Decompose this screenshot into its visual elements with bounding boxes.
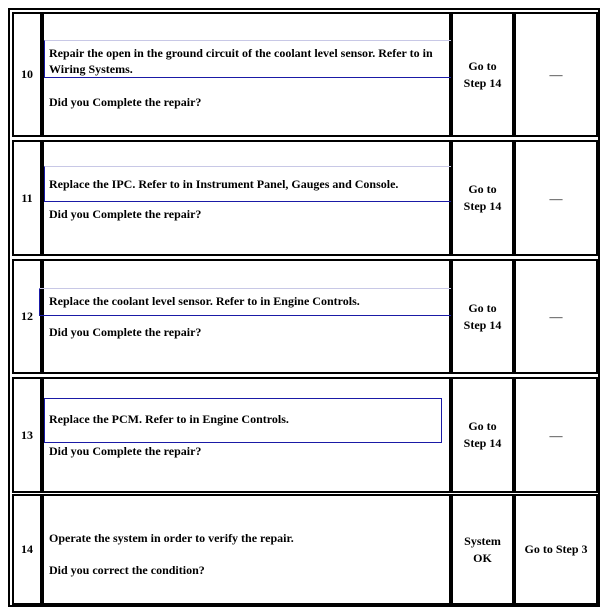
question-text: Did you Complete the repair? — [49, 207, 202, 221]
step-number-cell — [12, 12, 42, 137]
no-cell — [514, 259, 598, 374]
step-number-cell — [12, 377, 42, 493]
step-number-cell — [12, 259, 42, 374]
action-cell — [42, 12, 451, 137]
step-number: 11 — [21, 190, 33, 205]
question-text: Did you Complete the repair? — [49, 95, 202, 109]
yes-cell — [451, 12, 514, 137]
yes-cell — [451, 140, 514, 256]
step-number: 13 — [21, 427, 33, 442]
no-result: — — [549, 190, 563, 206]
step-number: 12 — [21, 309, 33, 323]
no-cell — [514, 377, 598, 493]
yes-cell — [451, 377, 514, 493]
action-cell — [42, 377, 451, 493]
system-ok-result: System OK — [464, 533, 501, 565]
no-cell — [514, 140, 598, 256]
action-text: Replace the PCM. Refer to in Engine Controls. — [49, 412, 289, 426]
no-link[interactable]: Go to Step 3 — [524, 542, 588, 556]
action-cell — [42, 494, 451, 605]
step-number-cell — [12, 140, 42, 256]
yes-link[interactable]: Go to Step 14 — [463, 419, 502, 450]
action-text: Replace the coolant level sensor. Refer to in Engine Controls. — [49, 294, 360, 308]
action-cell — [42, 140, 451, 256]
action-text: Replace the IPC. Refer to in Instrument Panel, Gauges and Console. — [49, 177, 399, 191]
yes-link[interactable]: Go to Step 14 — [463, 300, 502, 332]
no-result: — — [549, 427, 563, 443]
no-result: — — [549, 67, 563, 82]
no-cell — [514, 494, 598, 605]
action-cell — [42, 259, 451, 374]
step-number: 10 — [21, 67, 33, 81]
step-number: 14 — [21, 542, 33, 556]
yes-cell — [451, 494, 514, 605]
no-cell — [514, 12, 598, 137]
question-text: Did you correct the condition? — [49, 563, 205, 577]
yes-link[interactable]: Go to Step 14 — [463, 182, 502, 213]
action-text: Repair the open in the ground circuit of the coolant level sensor. Refer to in Wiring Systems. — [49, 46, 433, 76]
no-result: — — [549, 309, 563, 324]
question-text: Did you Complete the repair? — [49, 444, 202, 458]
step-number-cell — [12, 494, 42, 605]
action-text: Operate the system in order to verify the repair. — [49, 531, 294, 545]
yes-cell — [451, 259, 514, 374]
question-text: Did you Complete the repair? — [49, 325, 202, 339]
yes-link[interactable]: Go to Step 14 — [463, 58, 502, 90]
